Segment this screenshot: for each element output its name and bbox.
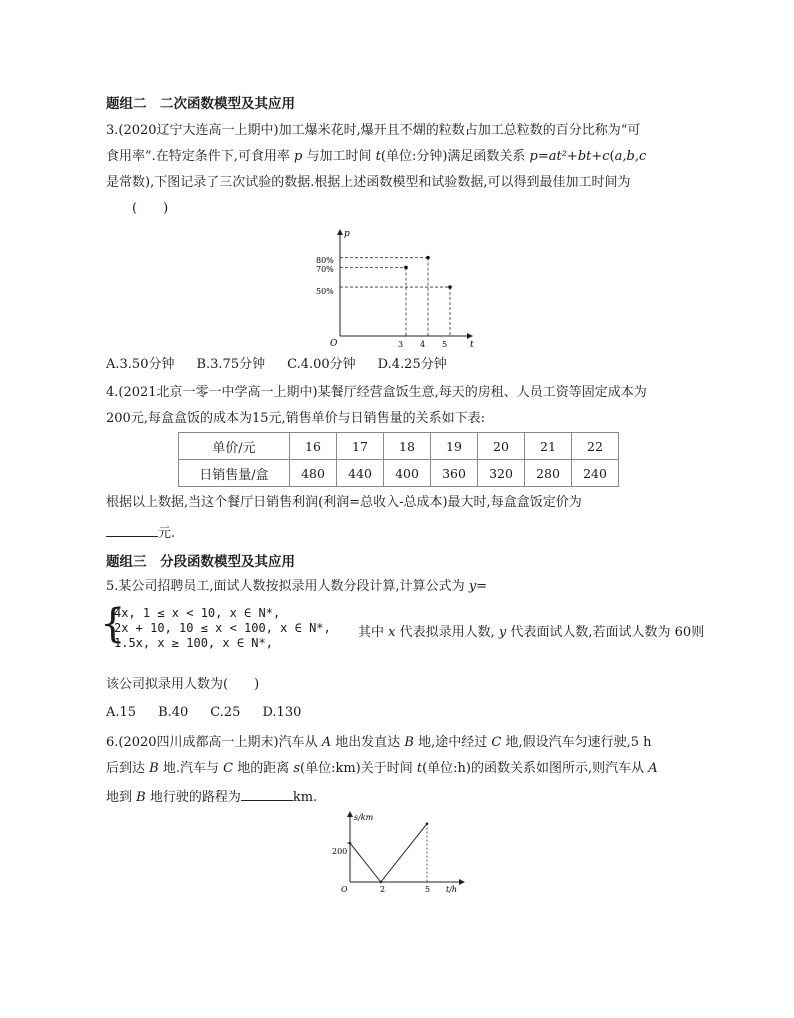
q4-line2: 200元,每盒盒饭的成本为15元,销售单价与日销售量的关系如下表: [106, 411, 485, 426]
q6-xtick-5: 5 [425, 885, 431, 894]
q6-line3: 地到 B 地行驶的路程为 km. [106, 786, 317, 807]
q4-table-cell: 22 [572, 433, 619, 460]
q4-table-cell: 440 [337, 460, 384, 487]
q5-tail: 其中 x 代表拟录用人数, y 代表面试人数,若面试人数为 60则 [358, 625, 705, 640]
group3-heading: 题组三 分段函数模型及其应用 [106, 554, 295, 570]
q5-line1: 5.某公司招聘员工,面试人数按拟录用人数分段计算,计算公式为 y= [106, 579, 488, 594]
q3-answer-paren: ( ) [132, 201, 169, 216]
q3-y-axis-label: p [344, 229, 350, 239]
q4-line1: 4.(2021北京一零一中学高一上期中)某餐厅经营盒饭生意,每天的房租、人员工资等固定成本为 [106, 385, 647, 400]
q5-case-1: 4x, 1 ≤ x < 10, x ∈ N*, [114, 606, 281, 620]
q6-answer-blank[interactable] [241, 786, 293, 801]
q4-table-header-price: 单价/元 [179, 433, 290, 460]
q3-ytick-80: 80% [316, 256, 334, 265]
q5-case-3: 1.5x, x ≥ 100, x ∈ N*, [114, 636, 273, 650]
q3-options [106, 356, 469, 374]
q3-xtick-4: 4 [420, 340, 426, 349]
q4-table [178, 432, 619, 487]
q3-option-a[interactable]: A.3.50分钟 [106, 357, 175, 372]
q3-line1: 3.(2020辽宁大连高一上期中)加工爆米花时,爆开且不煳的粒数占加工总粒数的百分比称为“可 [106, 123, 641, 138]
q5-option-b[interactable]: B.40 [158, 705, 189, 720]
q6-data-point [380, 881, 383, 884]
q6-data-point [349, 842, 352, 845]
q3-option-c[interactable]: C.4.00分钟 [287, 357, 356, 372]
q4-table-cell: 360 [431, 460, 478, 487]
q3-origin: O [330, 339, 338, 349]
q6-line1: 6.(2020四川成都高一上期末)汽车从 A 地出发直达 B 地,途中经过 C 地,假设汽车匀速行驶,5 h [106, 735, 652, 750]
q6-series-line [350, 824, 427, 882]
group2-heading: 题组二 二次函数模型及其应用 [106, 96, 295, 112]
q6-y-axis-label: s/km [354, 813, 374, 822]
q3-option-b[interactable]: B.3.75分钟 [196, 357, 266, 372]
q4-table-cell: 240 [572, 460, 619, 487]
q4-table-header-volume: 日销售量/盒 [179, 460, 290, 487]
q4-table-cell: 21 [525, 433, 572, 460]
q6-chart [326, 808, 476, 898]
q5-option-a[interactable]: A.15 [106, 705, 137, 720]
q6-line2: 后到达 B 地.汽车与 C 地的距离 s(单位:km)关于时间 t(单位:h)的函数关系如图所示,则汽车从 A [106, 761, 658, 776]
q4-table-cell: 17 [337, 433, 384, 460]
q4-table-cell: 19 [431, 433, 478, 460]
q3-ytick-50: 50% [316, 287, 334, 296]
q3-option-d[interactable]: D.4.25分钟 [377, 357, 447, 372]
q6-x-axis-label: t/h [446, 885, 458, 894]
q5-option-d[interactable]: D.130 [262, 705, 302, 720]
q5-options [106, 704, 323, 722]
q5-case-2: 2x + 10, 10 ≤ x < 100, x ∈ N*, [114, 621, 331, 635]
q3-x-axis-label: t [470, 340, 474, 349]
q3-line2: 食用率”.在特定条件下,可食用率 p 与加工时间 t(单位:分钟)满足函数关系 p=at²+bt+c(a,b,c [106, 149, 647, 164]
q4-table-cell: 20 [478, 433, 525, 460]
q3-chart [310, 224, 485, 349]
q4-table-cell: 400 [384, 460, 431, 487]
q4-line3: 根据以上数据,当这个餐厅日销售利润(利润=总收入-总成本)最大时,每盒盒饭定价为 [106, 495, 582, 510]
q6-data-point [426, 822, 429, 825]
q3-line3: 是常数),下图记录了三次试验的数据.根据上述函数模型和试验数据,可以得到最佳加工时间为 [106, 175, 631, 190]
q4-table-cell: 480 [290, 460, 337, 487]
q5-left-brace: { [100, 601, 126, 647]
q3-data-point [426, 256, 430, 260]
q5-option-c[interactable]: C.25 [210, 705, 241, 720]
q3-ytick-70: 70% [316, 265, 334, 274]
q4-table-row-price [179, 433, 619, 460]
q3-data-point [404, 266, 408, 270]
q6-origin: O [341, 885, 348, 894]
q4-answer-blank[interactable] [106, 522, 158, 537]
q6-xtick-2: 2 [380, 885, 386, 894]
q4-table-cell: 18 [384, 433, 431, 460]
q3-xtick-5: 5 [442, 340, 448, 349]
q6-ytick-200: 200 [332, 847, 348, 856]
q5-piecewise [114, 606, 331, 651]
q5-line2: 该公司拟录用人数为( ) [106, 677, 260, 692]
q4-table-cell: 16 [290, 433, 337, 460]
q4-answer-line: 元. [106, 522, 175, 543]
q4-table-cell: 320 [478, 460, 525, 487]
q3-data-point [448, 285, 452, 289]
q3-xtick-3: 3 [398, 340, 404, 349]
q4-table-row-volume [179, 460, 619, 487]
q4-table-cell: 280 [525, 460, 572, 487]
